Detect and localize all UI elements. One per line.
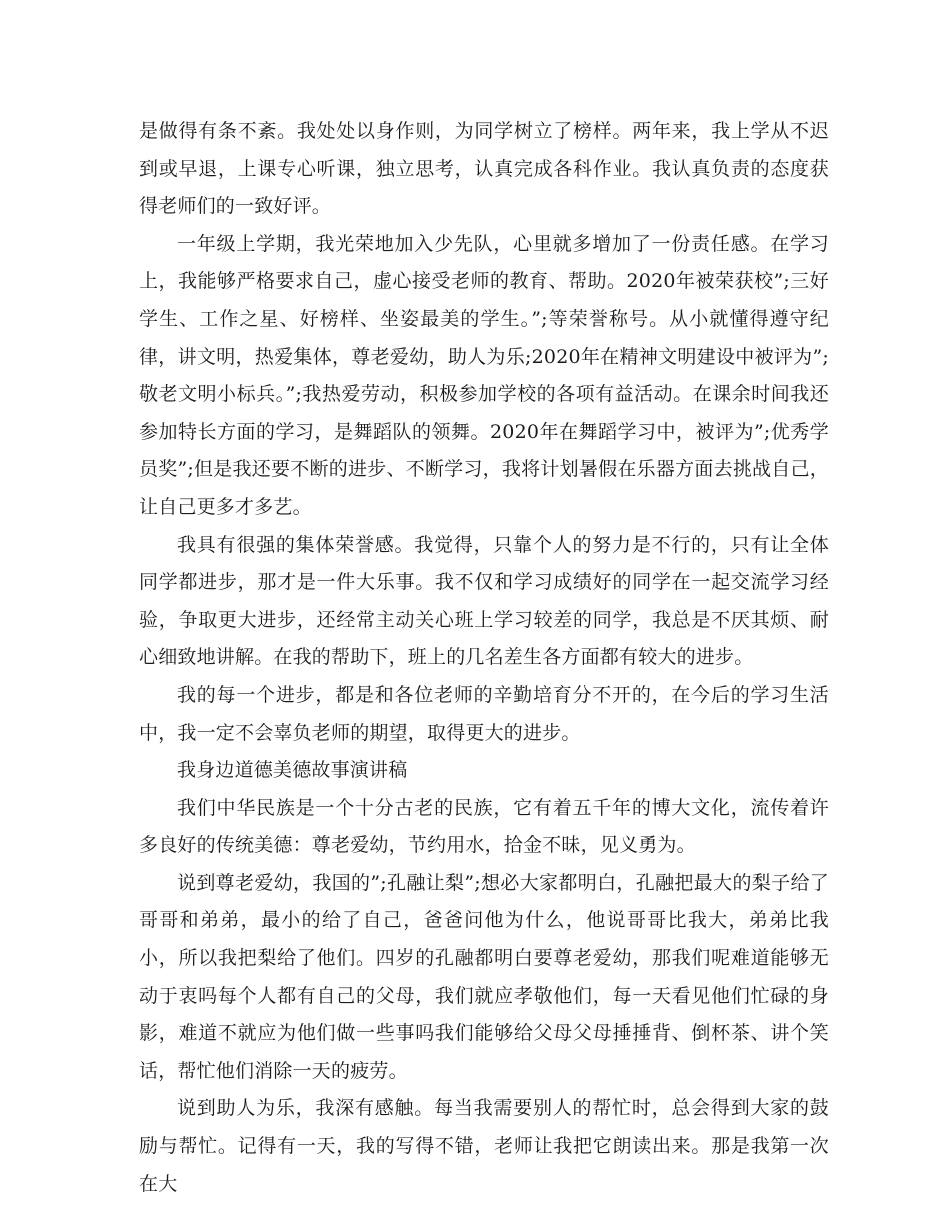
section-heading: 我身边道德美德故事演讲稿 [177, 759, 408, 782]
document-body [139, 113, 829, 1203]
paragraph-4: 我的每一个进步，都是和各位老师的辛勤培育分不开的，在今后的学习生活中，我一定不会辜负老师的期望，取得更大的进步。 [139, 683, 829, 744]
paragraph-6: 说到尊老爱幼，我国的”;孔融让梨”;想必大家都明白，孔融把最大的梨子给了哥哥和弟弟，最小的给了自己，爸爸问他为什么，他说哥哥比我大，弟弟比我小，所以我把梨给了他们。四岁的孔融都明白要尊老爱幼，那我们呢难道能够无动于衷吗每个人都有自己的父母，我们就应孝敬他们，每一天看见他们忙碌的身影，难道不就应为他们做一些事吗我们能够给父母父母捶捶背、倒杯茶、讲个笑话，帮忙他们消除一天的疲劳。 [139, 871, 829, 1082]
paragraph-3: 我具有很强的集体荣誉感。我觉得，只靠个人的努力是不行的，只有让全体同学都进步，那才是一件大乐事。我不仅和学习成绩好的同学在一起交流学习经验，争取更大进步，还经常主动关心班上学习较差的同学，我总是不厌其烦、耐心细致地讲解。在我的帮助下，班上的几名差生各方面都有较大的进步。 [139, 533, 829, 669]
paragraph-1: 是做得有条不紊。我处处以身作则，为同学树立了榜样。两年来，我上学从不迟到或早退，上课专心听课，独立思考，认真完成各科作业。我认真负责的态度获得老师们的一致好评。 [139, 120, 829, 218]
paragraph-5: 我们中华民族是一个十分古老的民族，它有着五千年的博大文化，流传着许多良好的传统美德：尊老爱幼，节约用水，拾金不昧，见义勇为。 [139, 796, 829, 857]
paragraph-2: 一年级上学期，我光荣地加入少先队，心里就多增加了一份责任感。在学习上，我能够严格要求自己，虚心接受老师的教育、帮助。2020年被荣获校”;三好学生、工作之星、好榜样、坐姿最美的学生。”;等荣誉称号。从小就懂得遵守纪律，讲文明，热爱集体，尊老爱幼，助人为乐;2020年在精神文明建设中被评为”;敬老文明小标兵。”;我热爱劳动，积极参加学校的各项有益活动。在课余时间我还参加特长方面的学习，是舞蹈队的领舞。2020年在舞蹈学习中，被评为”;优秀学员奖”;但是我还要不断的进步、不断学习，我将计划暑假在乐器方面去挑战自己，让自己更多才多艺。 [139, 232, 829, 518]
paragraph-7: 说到助人为乐，我深有感触。每当我需要别人的帮忙时，总会得到大家的鼓励与帮忙。记得有一天，我的写得不错，老师让我把它朗读出来。那是我第一次在大 [139, 1097, 829, 1195]
